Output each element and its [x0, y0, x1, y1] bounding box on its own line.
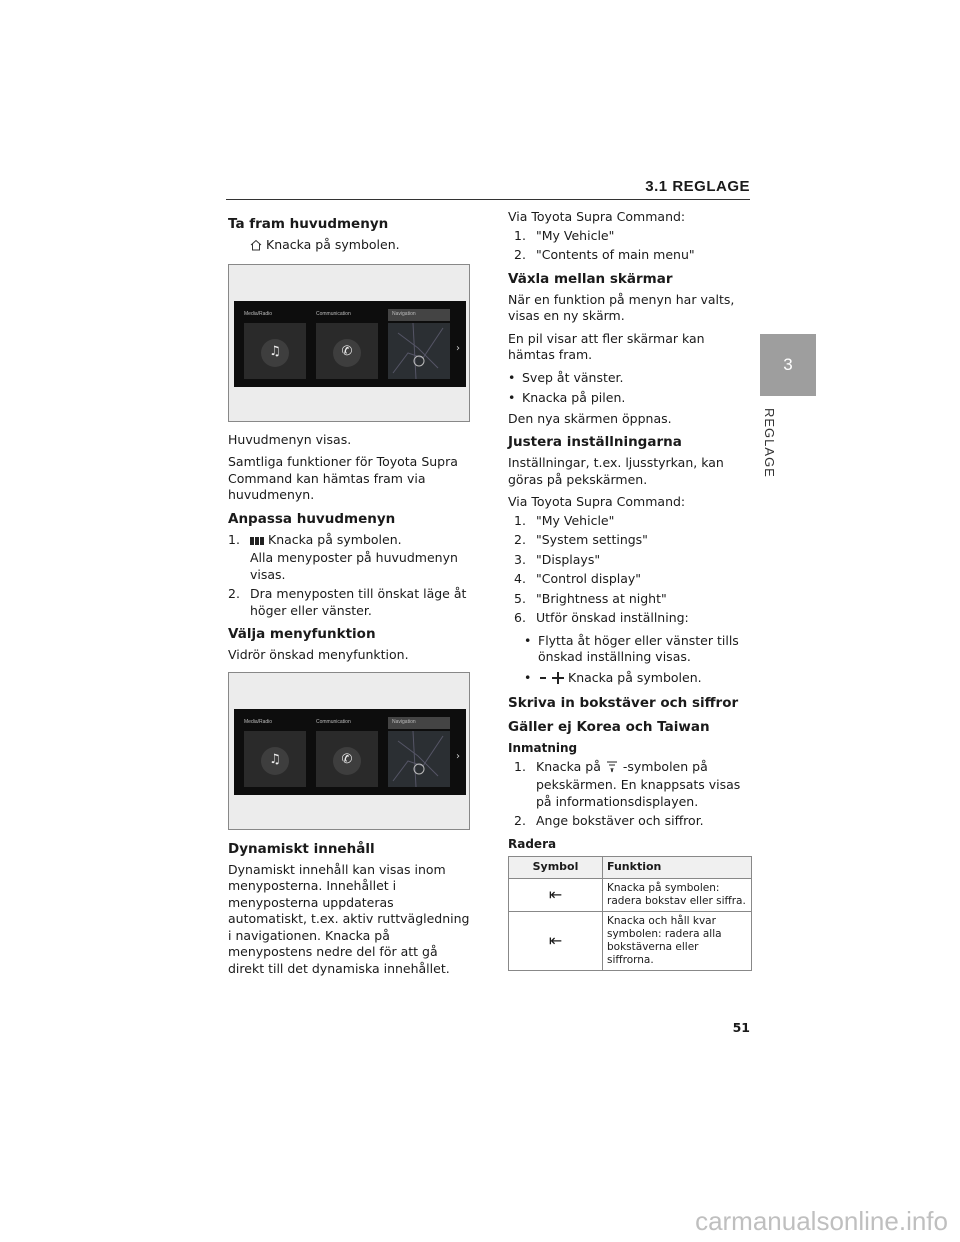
right-column — [508, 209, 752, 971]
table-header-row — [509, 857, 752, 879]
chevron-right-icon: › — [456, 342, 460, 354]
select-menu-screenshot — [228, 672, 470, 830]
list-item: • Flytta åt höger eller vänster tills önskad inställning visas. — [524, 632, 739, 664]
navigation-tile — [388, 323, 450, 379]
backspace-icon: ⇤ — [509, 878, 603, 911]
select-text: Vidrör önskad menyfunktion. — [228, 647, 409, 662]
handwriting-icon — [605, 761, 619, 778]
tab-navigation: Navigation — [388, 309, 450, 321]
heading-adjust: Justera inställningarna — [508, 434, 682, 450]
col-symbol: Symbol — [509, 857, 603, 879]
heading-select: Välja menyfunktion — [228, 626, 376, 642]
map-graphic — [388, 731, 450, 787]
dynamic-text: Dynamiskt innehåll kan visas inom menyposterna. Innehållet i menyposterna uppdateras automatiskt, t.ex. aktiv ruttvägledning i navigationen. Knacka på menypostens nedre del för att gå direkt till det dynamiska innehållet. — [228, 861, 470, 976]
list-item: • Knacka på symbolen. — [508, 670, 752, 689]
table-row: ⇤ Knacka på symbolen: radera bokstav eller siffra. — [509, 878, 752, 911]
music-note-icon: ♫ — [261, 747, 289, 775]
table-row: ⇤ Knacka och håll kvar symbolen: radera alla bokstäverna eller siffrorna. — [509, 911, 752, 970]
communication-tile — [316, 323, 378, 379]
media-tile — [244, 731, 306, 787]
map-graphic — [388, 323, 450, 379]
section-header: 3.1 REGLAGE — [645, 178, 750, 195]
input-steps: 1. Knacka på -symbolen på pekskärmen. En knappsats visas på informationsdisplayen. 2. Ange bokstäver och siffror. — [514, 758, 741, 828]
heading-letters: Skriva in bokstäver och siffror — [508, 695, 739, 711]
tab-communication: Communication — [316, 311, 351, 318]
chapter-label: REGLAGE — [762, 408, 777, 478]
list-item: • Svep åt vänster. — [508, 369, 624, 385]
list-item: • Knacka på pilen. — [508, 390, 626, 405]
plus-icon — [552, 672, 564, 689]
navigation-tile — [388, 731, 450, 787]
tap-home-line: Knacka på symbolen. — [228, 237, 472, 256]
music-note-icon: ♫ — [261, 339, 289, 367]
switch-text2: En pil visar att fler skärmar kan hämtas fram. — [508, 330, 705, 362]
list-item: 2. Dra menyposten till önskat läge åt höger eller vänster. — [228, 586, 467, 618]
minus-icon — [538, 672, 548, 689]
tab-communication: Communication — [316, 719, 351, 726]
via-command: Via Toyota Supra Command: — [508, 209, 686, 224]
home-icon — [250, 239, 262, 256]
adjust-steps: 1. "My Vehicle" 2. "System settings" 3. "Displays" 4. "Control display" 5. "Brightness at night" 6. Utför önskad inställning: — [514, 512, 689, 625]
display-screen — [234, 709, 466, 795]
adjust-text: Inställningar, t.ex. ljusstyrkan, kan göras på pekskärmen. — [508, 455, 724, 487]
delete-table — [508, 856, 752, 971]
display-screen — [234, 301, 466, 387]
chapter-tab: 3 — [760, 334, 816, 396]
phone-icon: ✆ — [333, 339, 361, 367]
via-steps: 1. "My Vehicle" 2. "Contents of main menu" — [514, 227, 695, 262]
tab-navigation: Navigation — [388, 717, 450, 729]
heading-switch: Växla mellan skärmar — [508, 270, 673, 287]
communication-tile — [316, 731, 378, 787]
col-function: Funktion — [603, 857, 752, 879]
phone-icon: ✆ — [333, 747, 361, 775]
main-menu-screenshot — [228, 264, 470, 422]
customize-steps — [228, 532, 472, 620]
heading-dynamic: Dynamiskt innehåll — [228, 840, 375, 857]
all-functions-text: Samtliga funktioner för Toyota Supra Command kan hämtas fram via huvudmenyn. — [228, 454, 458, 502]
tab-media-radio: Media/Radio — [244, 719, 273, 726]
menu-edit-icon — [250, 534, 264, 551]
heading-main-menu: Ta fram huvudmenyn — [228, 216, 389, 232]
tab-media-radio: Media/Radio — [244, 311, 273, 318]
page-number: 51 — [732, 1020, 750, 1035]
chevron-right-icon: › — [456, 750, 460, 762]
new-screen-text: Den nya skärmen öppnas. — [508, 410, 672, 426]
via-command-2: Via Toyota Supra Command: — [508, 494, 686, 509]
heading-customize: Anpassa huvudmenyn — [228, 510, 396, 527]
list-item: 1. Knacka på symbolen. Alla menyposter på huvudmenyn visas. — [228, 531, 458, 582]
heading-input: Inmatning — [508, 741, 578, 755]
header-divider — [226, 199, 750, 200]
watermark: carmanualsonline.info — [695, 1206, 948, 1236]
heading-not-korea: Gäller ej Korea och Taiwan — [508, 719, 710, 735]
heading-delete: Radera — [508, 836, 557, 851]
left-column — [228, 209, 472, 983]
main-menu-shown: Huvudmenyn visas. — [228, 431, 352, 447]
media-tile — [244, 323, 306, 379]
switch-text1: När en funktion på menyn har valts, visas en ny skärm. — [508, 291, 735, 323]
backspace-icon: ⇤ — [509, 911, 603, 970]
